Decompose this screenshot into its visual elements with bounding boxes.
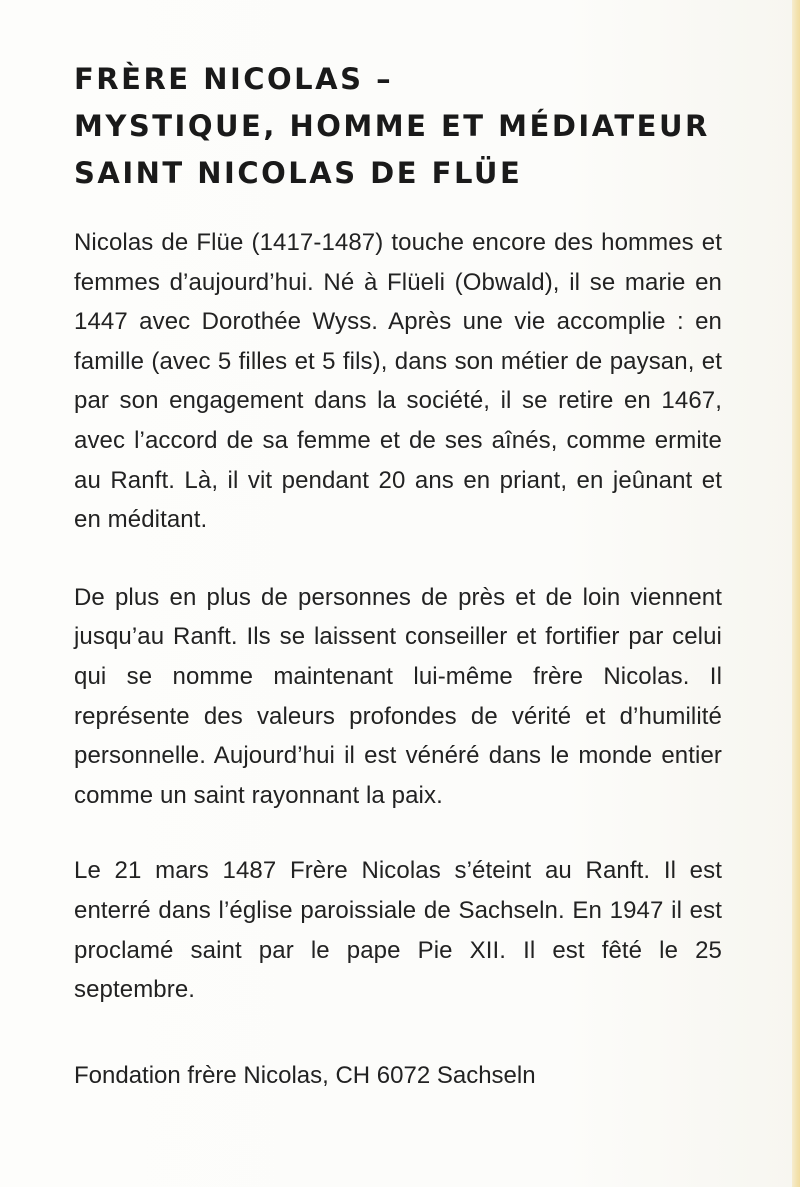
document-content bbox=[74, 56, 722, 1095]
title-line-1: FRÈRE NICOLAS – bbox=[74, 62, 394, 96]
paragraph-legacy: De plus en plus de personnes de près et de loin viennent jusqu’au Ranft. Ils se laissent conseiller et fortifier par celui qui se nomme maintenant lui-même frère Nicolas. Il représente des valeurs profondes de vérité et d’humilité personnelle. Aujourd’hui il est vénéré dans le monde entier comme un saint rayonnant la paix. bbox=[74, 583, 722, 809]
document-title bbox=[74, 56, 722, 197]
page-edge bbox=[792, 0, 800, 1187]
title-line-2: MYSTIQUE, HOMME ET MÉDIATEUR bbox=[74, 109, 710, 143]
paragraph-biography: Nicolas de Flüe (1417-1487) touche encore des hommes et femmes d’aujourd’hui. Né à Flüeli (Obwald), il se marie en 1447 avec Dorothée Wyss. Après une vie accomplie : en famille (avec 5 filles et 5 fils), dans son métier de paysan, et par son engagement dans la société, il se retire en 1467, avec l’accord de sa femme et de ses aînés, comme ermite au Ranft. Là, il vit pendant 20 ans en priant, en jeûnant et en méditant. bbox=[74, 229, 722, 534]
paragraph-death-canonization: Le 21 mars 1487 Frère Nicolas s’éteint au Ranft. Il est enterré dans l’église paroissiale de Sachseln. En 1947 il est proclamé saint par le pape Pie XII. Il est fêté le 25 septembre. bbox=[74, 857, 722, 1004]
title-line-3: SAINT NICOLAS DE FLÜE bbox=[74, 156, 523, 190]
foundation-address: Fondation frère Nicolas, CH 6072 Sachseln bbox=[74, 1061, 536, 1089]
